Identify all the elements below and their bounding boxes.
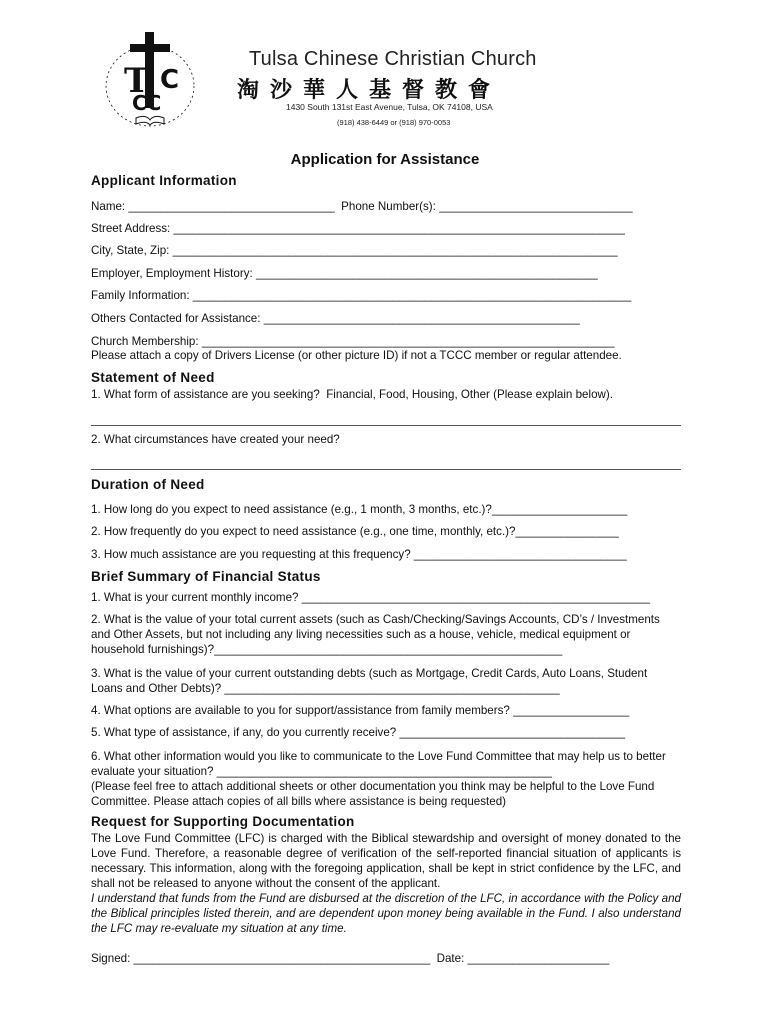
id-attach-note: Please attach a copy of Drivers License (or other picture ID) if not a TCCC member or regular attendee. (91, 349, 622, 362)
applicant-heading: Applicant Information (91, 173, 237, 188)
financial-question-3[interactable]: 3. What is the value of your current outstanding debts (such as Mortgage, Credit Cards, Auto Loans, Student Loans and Other Debts)? ____________________________________________________ (91, 667, 648, 695)
need-question-2: 2. What circumstances have created your need? (91, 433, 340, 446)
statement-heading: Statement of Need (91, 370, 215, 385)
duration-heading: Duration of Need (91, 477, 205, 492)
financial-heading: Brief Summary of Financial Status (91, 569, 321, 584)
others-contacted-field[interactable]: Others Contacted for Assistance: _________________________________________________ (91, 312, 580, 325)
church-logo-cross-icon (102, 30, 198, 130)
financial-question-5[interactable]: 5. What type of assistance, if any, do you currently receive? ___________________________________ (91, 726, 626, 739)
duration-question-2[interactable]: 2. How frequently do you expect to need assistance (e.g., one time, monthly, etc.)?________________ (91, 525, 619, 538)
church-membership-field[interactable]: Church Membership: ________________________________________________________________ (91, 335, 615, 348)
svg-text:C: C (160, 65, 180, 95)
street-address-field[interactable]: Street Address: ______________________________________________________________________ (91, 222, 625, 235)
document-title: Application for Assistance (290, 151, 480, 168)
support-body: The Love Fund Committee (LFC) is charged with the Biblical stewardship and oversight of money donated to the Love Fund. Therefore, a reasonable degree of verification of the self-reported financial situation of applicants is necessary. This information, along with the foregoing application, shall be kept in strict confidence by the LFC, and shall not be released to anyone without the consent of the applicant. (91, 832, 681, 890)
need-answer-1-line[interactable] (91, 425, 681, 426)
church-phone: (918) 438-6449 or (918) 970-0053 (337, 118, 451, 127)
church-name: Tulsa Chinese Christian Church (249, 48, 537, 70)
duration-question-3[interactable]: 3. How much assistance are you requesting at this frequency? _________________________________ (91, 548, 627, 561)
svg-text:T: T (124, 61, 150, 101)
duration-question-1[interactable]: 1. How long do you expect to need assistance (e.g., 1 month, 3 months, etc.)?_____________________ (91, 503, 628, 516)
financial-question-2[interactable]: 2. What is the value of your total current assets (such as Cash/Checking/Savings Accounts, CD’s / Investments and Other Assets, but not including any living necessities such as a house, vehicle, medical equipment or household furnishings)?______________________________________________________ (91, 613, 660, 656)
financial-question-1[interactable]: 1. What is your current monthly income? ______________________________________________________ (91, 591, 650, 604)
church-address: 1430 South 131st East Avenue, Tulsa, OK 74108, USA (286, 102, 493, 112)
financial-question-4[interactable]: 4. What options are available to you for support/assistance from family members? __________________ (91, 704, 630, 717)
applicant-statement: I understand that funds from the Fund are disbursed at the discretion of the LFC, in accordance with the Policy and the Biblical principles listed therein, and are dependent upon money being available in the Fund. I also understand the LFC may re-evaluate my situation at any time. (91, 892, 681, 935)
city-state-zip-field[interactable]: City, State, Zip: _____________________________________________________________________ (91, 244, 618, 257)
signature-date-field[interactable]: Signed: ______________________________________________ Date: ______________________ (91, 952, 610, 965)
attach-sheets-note: (Please feel free to attach additional sheets or other documentation you think may be helpful to the Love Fund Committee. Please attach copies of all bills where assistance is being requested) (91, 780, 655, 808)
financial-question-6[interactable]: 6. What other information would you like to communicate to the Love Fund Committee that may help us to better evaluate your situation? ____________________________________________________ (91, 750, 666, 778)
church-name-chinese: 淘沙華人基督教會 (237, 78, 502, 103)
svg-text:CC: CC (132, 91, 162, 115)
need-answer-2-line[interactable] (91, 469, 681, 470)
employer-field[interactable]: Employer, Employment History: _____________________________________________________ (91, 267, 598, 280)
name-phone-field[interactable]: Name: ________________________________ Phone Number(s): ______________________________ (91, 200, 633, 213)
family-field[interactable]: Family Information: ____________________________________________________________________ (91, 289, 632, 302)
support-heading: Request for Supporting Documentation (91, 814, 355, 829)
need-question-1: 1. What form of assistance are you seeking? Financial, Food, Housing, Other (Please explain below). (91, 388, 613, 401)
